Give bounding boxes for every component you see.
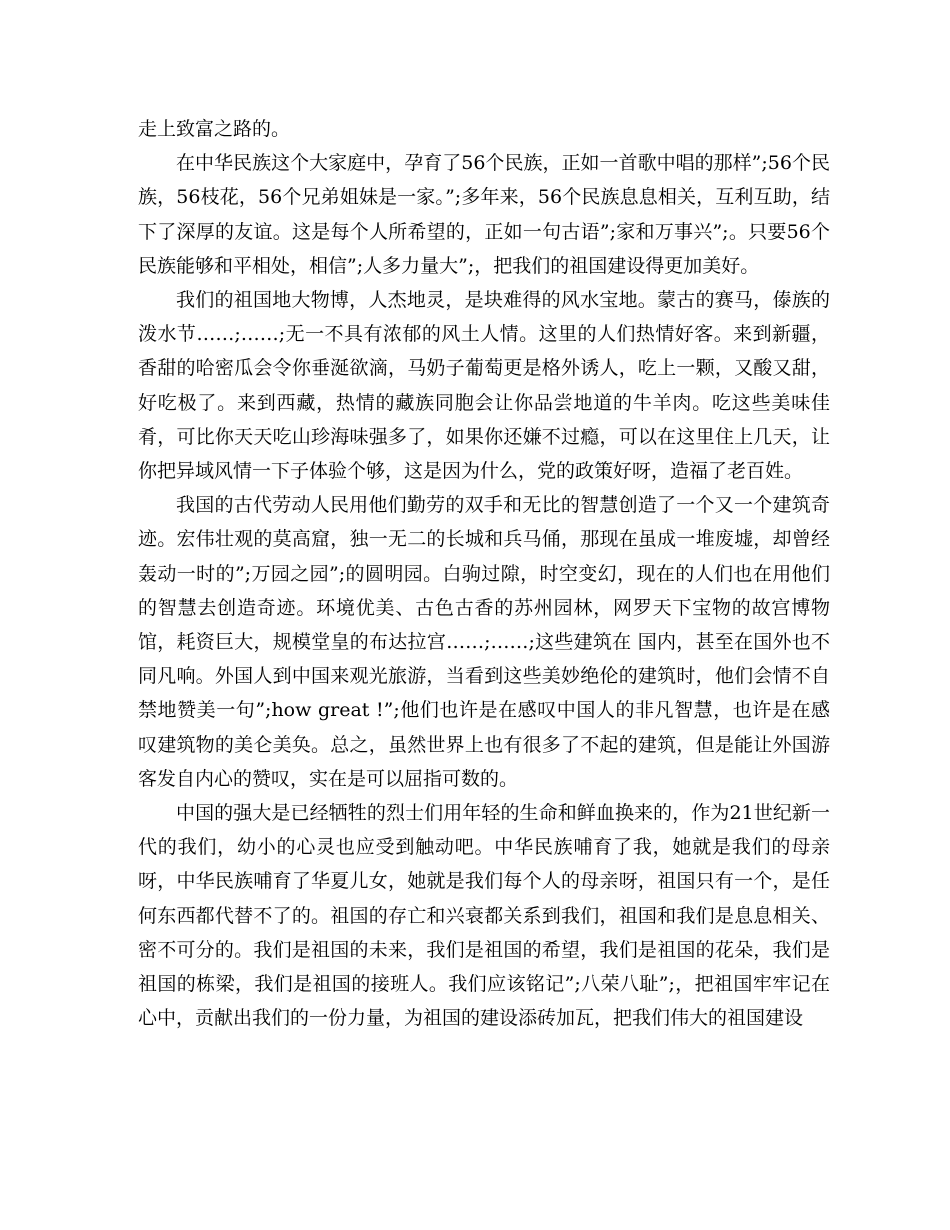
document-body: [138, 112, 830, 1035]
paragraph-1: 走上致富之路的。: [138, 118, 291, 140]
paragraph-4: 我国的古代劳动人民用他们勤劳的双手和无比的智慧创造了一个又一个建筑奇迹。宏伟壮观的莫高窟，独一无二的长城和兵马俑，那现在虽成一堆废墟，却曾经轰动一时的”;万园之园”;的圆明园。白驹过隙，时空变幻，现在的人们也在用他们的智慧去创造奇迹。环境优美、古色古香的苏州园林，网罗天下宝物的故宫博物馆，耗资巨大，规模堂皇的布达拉宫……;……;这些建筑在 国内，甚至在国外也不同凡响。外国人到中国来观光旅游，当看到这些美妙绝伦的建筑时，他们会情不自禁地赞美一句”;how great !”;他们也许是在感叹中国人的非凡智慧，也许是在感叹建筑物的美仑美奂。总之，虽然世界上也有很多了不起的建筑，但是能让外国游客发自内心的赞叹，实在是可以屈指可数的。: [138, 494, 830, 790]
paragraph-2: 在中华民族这个大家庭中，孕育了56个民族，正如一首歌中唱的那样”;56个民族，56枝花，56个兄弟姐妹是一家。”;多年来，56个民族息息相关，互利互助，结下了深厚的友谊。这是每个人所希望的，正如一句古语”;家和万事兴”;。只要56个民族能够和平相处，相信”;人多力量大”;，把我们的祖国建设得更加美好。: [138, 152, 830, 277]
paragraph-5: 中国的强大是已经牺牲的烈士们用年轻的生命和鲜血换来的，作为21世纪新一代的我们，幼小的心灵也应受到触动吧。中华民族哺育了我，她就是我们的母亲呀，中华民族哺育了华夏儿女，她就是我们每个人的母亲呀，祖国只有一个，是任何东西都代替不了的。祖国的存亡和兴衰都关系到我们，祖国和我们是息息相关、密不可分的。我们是祖国的未来，我们是祖国的希望，我们是祖国的花朵，我们是祖国的栋梁，我们是祖国的接班人。我们应该铭记”;八荣八耻”;，把祖国牢牢记在心中，贡献出我们的一份力量，为祖国的建设添砖加瓦，把我们伟大的祖国建设: [138, 802, 830, 1030]
paragraph-3: 我们的祖国地大物博，人杰地灵，是块难得的风水宝地。蒙古的赛马，傣族的泼水节……;……;无一不具有浓郁的风土人情。这里的人们热情好客。来到新疆，香甜的哈密瓜会令你垂涎欲滴，马奶子葡萄更是格外诱人，吃上一颗，又酸又甜，好吃极了。来到西藏，热情的藏族同胞会让你品尝地道的牛羊肉。吃这些美味佳肴，可比你天天吃山珍海味强多了，如果你还嫌不过瘾，可以在这里住上几天，让你把异域风情一下子体验个够，这是因为什么，党的政策好呀，造福了老百姓。: [138, 289, 830, 483]
